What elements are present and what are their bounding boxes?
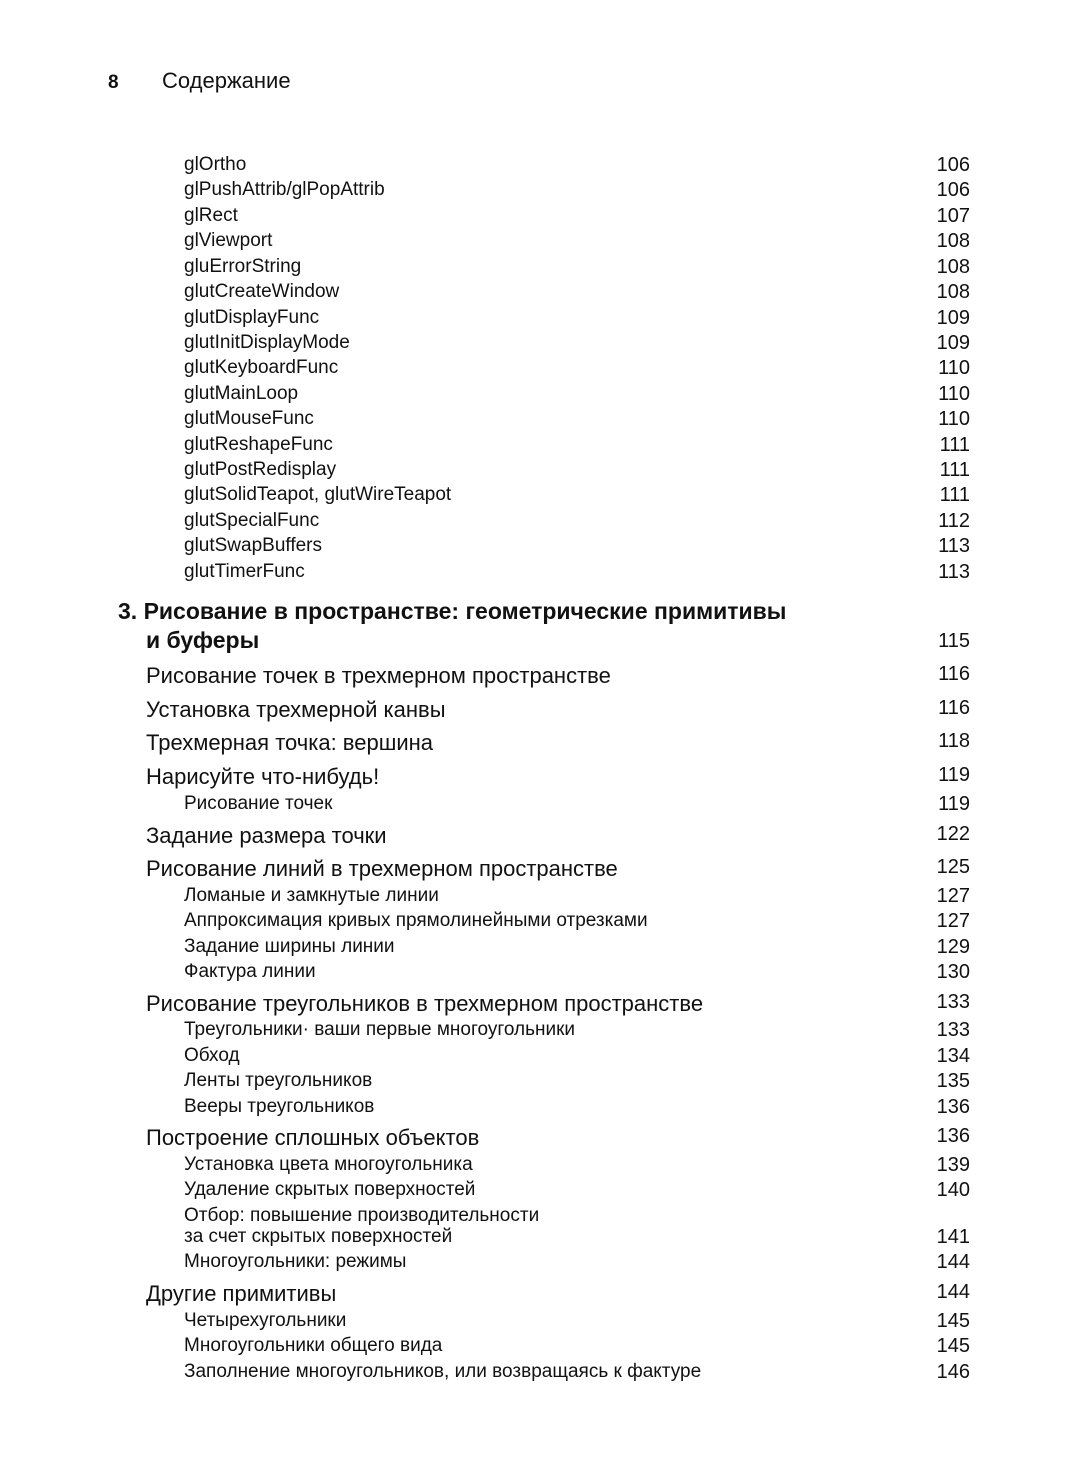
toc-entry-page: 127 bbox=[936, 910, 970, 932]
toc-entry-label: Заполнение многоугольников, или возвращаясь к фактуре bbox=[184, 1361, 702, 1382]
page-number: 8 bbox=[108, 72, 119, 93]
toc-entry-label: Аппроксимация кривых прямолинейными отрезками bbox=[184, 910, 648, 931]
toc-entry-page: 145 bbox=[936, 1310, 970, 1332]
toc-entry-page: 146 bbox=[936, 1361, 970, 1383]
toc-section-label: Рисование точек в трехмерном пространстве bbox=[146, 663, 611, 688]
toc-entry-page: 108 bbox=[936, 256, 970, 278]
toc-entry-page: 110 bbox=[938, 383, 970, 405]
toc-entry-page: 110 bbox=[938, 408, 970, 430]
toc-section-page: 136 bbox=[936, 1125, 970, 1147]
toc-entry-label: Установка цвета многоугольника bbox=[184, 1154, 473, 1175]
toc-entry-label: glPushAttrib/glPopAttrib bbox=[184, 179, 385, 200]
toc-entry-page: 111 bbox=[939, 459, 970, 481]
toc-entry-page: 107 bbox=[936, 205, 970, 227]
toc-section-label: Рисование линий в трехмерном пространстве bbox=[146, 856, 618, 881]
toc-entry-page: 109 bbox=[936, 307, 970, 329]
toc-entry-page: 133 bbox=[936, 1019, 970, 1041]
toc-entry-label: glutTimerFunc bbox=[184, 561, 305, 582]
toc-entry-label: за счет скрытых поверхностей bbox=[184, 1226, 453, 1247]
toc-entry-label: Отбор: повышение производительности bbox=[184, 1205, 540, 1226]
toc-section-label: Нарисуйте что-нибудь! bbox=[146, 764, 380, 789]
toc-section-page: 133 bbox=[936, 991, 970, 1013]
toc-entry-label: Рисование точек bbox=[184, 793, 333, 814]
toc-entry-label: Обход bbox=[184, 1045, 240, 1066]
toc-entry-label: Треугольники· ваши первые многоугольники bbox=[184, 1019, 576, 1040]
toc-section-label: Другие примитивы bbox=[146, 1281, 337, 1306]
toc-entry-label: Многоугольники общего вида bbox=[184, 1335, 443, 1356]
toc-entry-label: glutCreateWindow bbox=[184, 281, 340, 302]
toc-section-label: Построение сплошных объектов bbox=[146, 1125, 480, 1150]
toc-section-label: Задание размера точки bbox=[146, 823, 387, 848]
toc-section-page: 125 bbox=[936, 856, 970, 878]
toc-entry-label: glutMouseFunc bbox=[184, 408, 314, 429]
toc-entry-page: 113 bbox=[938, 561, 970, 583]
toc-entry-label: Четырехугольники bbox=[184, 1310, 347, 1331]
page-title: Содержание bbox=[162, 68, 291, 93]
toc-section-label: Установка трехмерной канвы bbox=[146, 697, 446, 722]
chapter-title-label: и буферы bbox=[146, 627, 260, 653]
toc-entry-label: glutMainLoop bbox=[184, 383, 299, 404]
toc-entry-label: Вееры треугольников bbox=[184, 1096, 375, 1117]
toc-entry-label: glutSwapBuffers bbox=[184, 535, 323, 556]
toc-entry-page: 109 bbox=[936, 332, 970, 354]
toc-section-page: 116 bbox=[938, 697, 970, 719]
toc-entry-label: Фактура линии bbox=[184, 961, 316, 982]
toc-entry-page: 145 bbox=[936, 1335, 970, 1357]
toc-section-page: 119 bbox=[938, 764, 970, 786]
chapter-title-page: 115 bbox=[938, 630, 970, 652]
toc-entry-label: glutInitDisplayMode bbox=[184, 332, 350, 353]
toc-entry-page: 110 bbox=[938, 357, 970, 379]
toc-section-page: 116 bbox=[938, 663, 970, 685]
toc-entry-page: 113 bbox=[938, 535, 970, 557]
toc-entry-label: glRect bbox=[184, 205, 238, 226]
toc-entry-label: glutKeyboardFunc bbox=[184, 357, 339, 378]
toc-entry-label: Ломаные и замкнутые линии bbox=[184, 885, 439, 906]
toc-entry-page: 106 bbox=[936, 179, 970, 201]
toc-entry-page: 135 bbox=[936, 1070, 970, 1092]
toc-entry-page: 119 bbox=[938, 793, 970, 815]
toc-section-label: Рисование треугольников в трехмерном пространстве bbox=[146, 991, 704, 1016]
toc-entry-page: 139 bbox=[936, 1154, 970, 1176]
toc-section-page: 122 bbox=[936, 823, 970, 845]
toc-entry-page: 136 bbox=[936, 1096, 970, 1118]
toc-entry-label: Задание ширины линии bbox=[184, 936, 395, 957]
toc-entry-page: 106 bbox=[936, 154, 970, 176]
toc-section-label: Трехмерная точка: вершина bbox=[146, 730, 434, 755]
toc-section-page: 144 bbox=[936, 1281, 970, 1303]
toc-entry-page: 129 bbox=[936, 936, 970, 958]
toc-entry-page: 111 bbox=[939, 434, 970, 456]
toc-entry-page: 112 bbox=[938, 510, 970, 532]
toc-entry-label: glViewport bbox=[184, 230, 273, 251]
chapter-title-label: 3. Рисование в пространстве: геометрические примитивы bbox=[118, 598, 787, 624]
toc-entry-label: Многоугольники: режимы bbox=[184, 1251, 407, 1272]
toc-entry-page: 127 bbox=[936, 885, 970, 907]
toc-entry-label: Ленты треугольников bbox=[184, 1070, 373, 1091]
toc-entry-label: gluErrorString bbox=[184, 256, 302, 277]
toc-entry-page: 134 bbox=[936, 1045, 970, 1067]
toc-entry-page: 111 bbox=[939, 484, 970, 506]
toc-section-page: 118 bbox=[938, 730, 970, 752]
toc-entry-page: 108 bbox=[936, 281, 970, 303]
toc-entry-label: Удаление скрытых поверхностей bbox=[184, 1179, 476, 1200]
toc-entry-label: glutDisplayFunc bbox=[184, 307, 320, 328]
toc-entry-label: glutPostRedisplay bbox=[184, 459, 337, 480]
toc-entry-page: 141 bbox=[936, 1226, 970, 1248]
toc-entry-label: glutReshapeFunc bbox=[184, 434, 333, 455]
toc-entry-page: 140 bbox=[936, 1179, 970, 1201]
toc-entry-page: 130 bbox=[936, 961, 970, 983]
toc-entry-label: glutSolidTeapot, glutWireTeapot bbox=[184, 484, 452, 505]
toc-entry-label: glOrtho bbox=[184, 154, 247, 175]
toc-entry-page: 108 bbox=[936, 230, 970, 252]
toc-entry-label: glutSpecialFunc bbox=[184, 510, 320, 531]
toc-entry-page: 144 bbox=[936, 1251, 970, 1273]
